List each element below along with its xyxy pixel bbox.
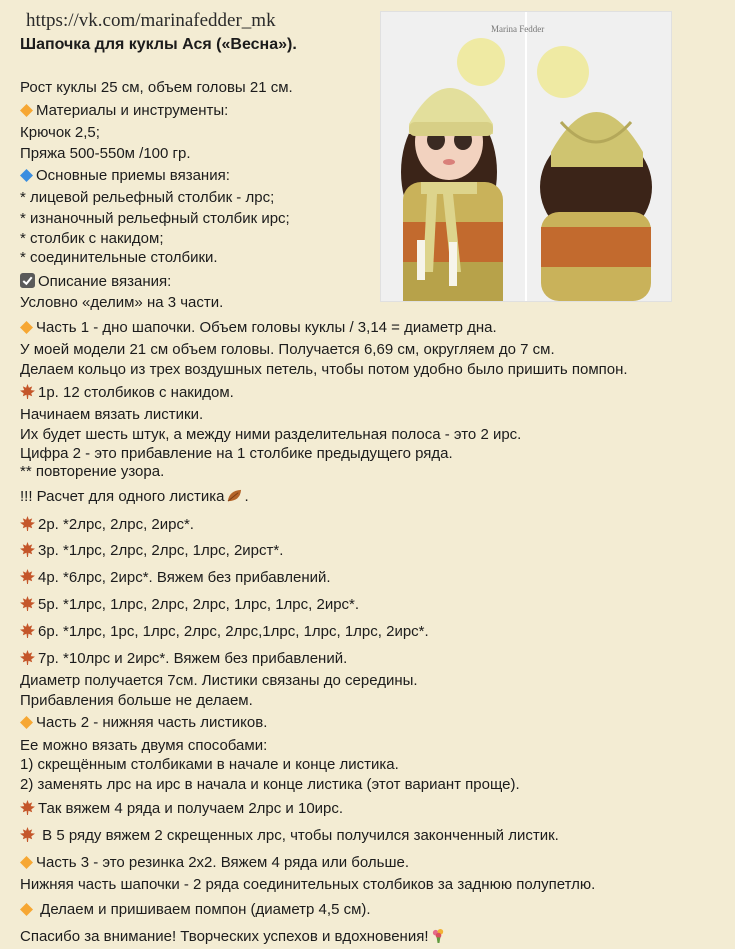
maple-leaf-icon [20, 827, 35, 842]
checkbox-check-icon [20, 273, 35, 288]
materials-heading-text: Материалы и инструменты: [36, 102, 229, 119]
vk-url: https://vk.com/marinafedder_mk [26, 10, 276, 31]
text-line: Их будет шесть штук, а между ними разделительная полоса - это 2 ирс. [20, 426, 522, 443]
part1-heading-text: Часть 1 - дно шапочки. Объем головы куклы / 3,14 = диаметр дна. [36, 319, 497, 336]
four-rows-text: Так вяжем 4 ряда и получаем 2лрс и 10ирс. [38, 800, 344, 817]
technique-item: * лицевой рельефный столбик - лрс; [20, 189, 275, 206]
orange-diamond-icon [20, 716, 33, 729]
row-2-text: 2р. *2лрс, 2лрс, 2ирс*. [38, 516, 194, 533]
blue-diamond-icon [20, 169, 33, 182]
bouquet-icon [431, 928, 446, 943]
part3-heading-text: Часть 3 - это резинка 2х2. Вяжем 4 ряда или больше. [36, 854, 409, 871]
row-3-text: 3р. *1лрс, 2лрс, 2лрс, 1лрс, 2ирст*. [38, 542, 284, 559]
technique-item: * соединительные столбики. [20, 249, 218, 266]
row-5 [20, 596, 359, 614]
three-parts-line: Условно «делим» на 3 части. [20, 294, 224, 311]
maple-leaf-icon [20, 569, 35, 584]
fifth-row-line [20, 827, 559, 845]
orange-diamond-icon [20, 321, 33, 334]
maple-leaf-icon [20, 650, 35, 665]
materials-heading [20, 102, 228, 120]
row-2 [20, 516, 194, 534]
thanks-text: Спасибо за внимание! Творческих успехов и вдохновения! [20, 928, 429, 945]
technique-item: * изнаночный рельефный столбик ирс; [20, 210, 290, 227]
maple-leaf-icon [20, 384, 35, 399]
maple-leaf-icon [20, 623, 35, 638]
text-line: ** повторение узора. [20, 463, 165, 480]
maple-leaf-icon [20, 516, 35, 531]
maple-leaf-icon [20, 596, 35, 611]
text-line: Прибавления больше не делаем. [20, 692, 253, 709]
part2-heading [20, 714, 267, 732]
doll-photo [380, 11, 672, 302]
yarn-line: Пряжа 500-550м /100 гр. [20, 145, 191, 162]
text-line: Цифра 2 - это прибавление на 1 столбике предыдущего ряда. [20, 445, 453, 462]
text-line: Нижняя часть шапочки - 2 ряда соединительных столбиков за заднюю полупетлю. [20, 876, 596, 893]
part2-heading-text: Часть 2 - нижняя часть листиков. [36, 714, 268, 731]
pompom-line [20, 901, 371, 919]
row-3 [20, 542, 283, 560]
text-line: Ее можно вязать двумя способами: [20, 737, 268, 754]
row-6-text: 6р. *1лрс, 1рс, 1лрс, 2лрс, 2лрс,1лрс, 1лрс, 1лрс, 2ирс*. [38, 623, 429, 640]
row-1 [20, 384, 234, 402]
techniques-heading [20, 167, 230, 185]
text-line: 1) скрещённым столбиками в начале и конце листика. [20, 756, 399, 773]
four-rows-line [20, 800, 343, 818]
photo-watermark: Marina Fedder [491, 24, 545, 34]
part1-heading [20, 319, 497, 337]
row-7 [20, 650, 347, 668]
orange-diamond-icon [20, 104, 33, 117]
text-line: 2) заменять лрс на ирс в начала и конце листика (этот вариант проще). [20, 776, 520, 793]
calc-note-line: !!! Расчет для одного листика . [20, 488, 249, 505]
text-line: Начинаем вязать листики. [20, 406, 204, 423]
technique-item: * столбик с накидом; [20, 230, 164, 247]
fifth-row-text: В 5 ряду вяжем 2 скрещенных лрс, чтобы получился законченный листик. [38, 827, 559, 844]
row-7-text: 7р. *10лрс и 2ирс*. Вяжем без прибавлений. [38, 650, 348, 667]
pompom-text: Делаем и пришиваем помпон (диаметр 4,5 см). [36, 901, 371, 918]
text-line: Диаметр получается 7см. Листики связаны до середины. [20, 672, 418, 689]
text-line: Делаем кольцо из трех воздушных петель, чтобы потом удобно было пришить помпон. [20, 361, 628, 378]
row-6 [20, 623, 429, 641]
techniques-heading-text: Основные приемы вязания: [36, 167, 230, 184]
maple-leaf-icon [20, 800, 35, 815]
page-title: Шапочка для куклы Ася («Весна»). [20, 36, 297, 53]
description-heading-text: Описание вязания: [38, 273, 172, 290]
orange-diamond-icon [20, 856, 33, 869]
doll-photo-image [381, 12, 671, 301]
row-4 [20, 569, 331, 587]
calc-note-text: !!! Расчет для одного листика [20, 488, 225, 505]
row-5-text: 5р. *1лрс, 1лрс, 2лрс, 2лрс, 1лрс, 1лрс, 2ирс*. [38, 596, 360, 613]
row-1-text: 1р. 12 столбиков с накидом. [38, 384, 234, 401]
doll-size-line: Рост куклы 25 см, объем головы 21 см. [20, 79, 293, 96]
maple-leaf-icon [20, 542, 35, 557]
part3-heading [20, 854, 409, 872]
text-line: У моей модели 21 см объем головы. Получается 6,69 см, округляем до 7 см. [20, 341, 555, 358]
hook-line: Крючок 2,5; [20, 124, 100, 141]
row-4-text: 4р. *6лрс, 2ирс*. Вяжем без прибавлений. [38, 569, 331, 586]
orange-diamond-icon [20, 903, 33, 916]
leaf-icon [227, 488, 242, 503]
description-heading [20, 273, 171, 291]
thanks-line [20, 928, 449, 946]
